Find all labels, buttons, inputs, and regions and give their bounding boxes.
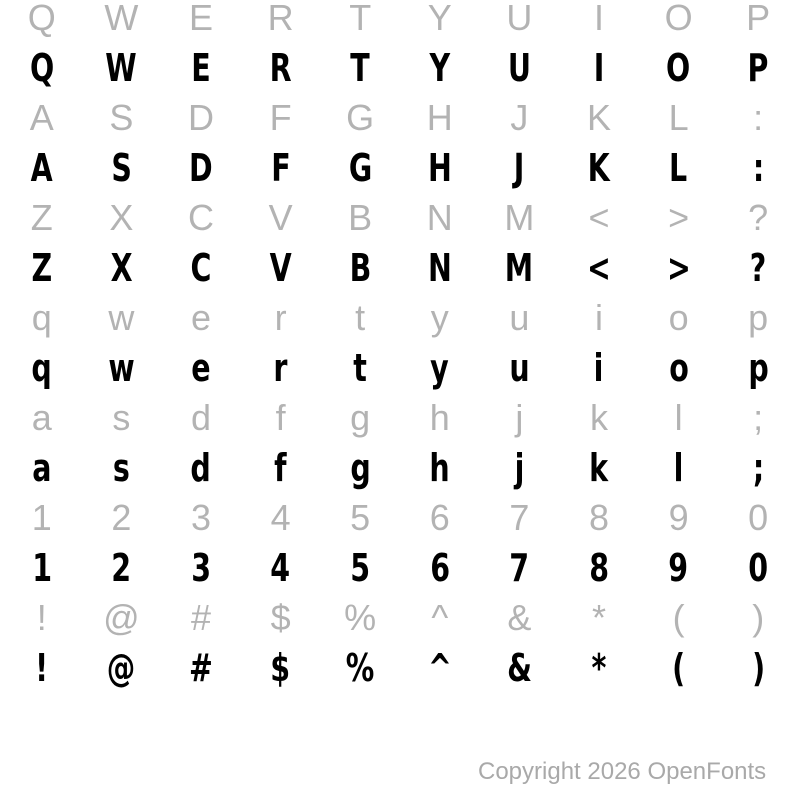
preview-glyph: A (30, 146, 53, 190)
reference-glyph: ) (752, 597, 765, 638)
preview-char-row (2, 543, 798, 593)
preview-glyph: V (269, 246, 292, 290)
reference-glyph: o (668, 297, 689, 338)
preview-glyph: K (587, 146, 611, 190)
preview-glyph: M (505, 246, 534, 290)
preview-glyph: 0 (748, 546, 769, 590)
reference-glyph: & (507, 597, 532, 638)
reference-char-row (2, 593, 798, 643)
preview-glyph: s (112, 446, 130, 490)
reference-glyph: ( (672, 597, 685, 638)
preview-glyph: q (31, 346, 52, 390)
reference-glyph: t (355, 297, 366, 338)
preview-glyph: I (593, 46, 605, 90)
reference-glyph: p (748, 297, 769, 338)
preview-glyph: O (666, 46, 691, 90)
reference-glyph: V (268, 197, 293, 238)
preview-glyph: ; (752, 446, 764, 490)
reference-glyph: I (593, 0, 604, 38)
reference-glyph: 5 (350, 497, 371, 538)
reference-glyph: 6 (429, 497, 450, 538)
preview-glyph: @ (107, 646, 136, 690)
reference-glyph: 2 (111, 497, 132, 538)
reference-glyph: 7 (509, 497, 530, 538)
preview-glyph: N (427, 246, 452, 290)
preview-glyph: e (191, 346, 211, 390)
reference-glyph: u (509, 297, 530, 338)
preview-glyph: 9 (668, 546, 689, 590)
preview-glyph: : (752, 146, 764, 190)
preview-glyph: U (507, 46, 531, 90)
reference-glyph: K (586, 97, 611, 138)
preview-glyph: ( (672, 646, 686, 690)
preview-glyph: T (350, 46, 370, 90)
preview-glyph: G (348, 146, 372, 190)
reference-char-row (2, 493, 798, 543)
reference-glyph: g (350, 397, 371, 438)
reference-glyph: # (190, 597, 211, 638)
reference-glyph: R (267, 0, 294, 38)
reference-glyph: B (348, 197, 373, 238)
reference-glyph: j (515, 397, 524, 438)
preview-glyph: P (747, 46, 769, 90)
preview-char-row (2, 343, 798, 393)
reference-glyph: w (108, 297, 135, 338)
reference-glyph: @ (103, 597, 140, 638)
preview-glyph: 4 (270, 546, 291, 590)
reference-glyph: J (510, 97, 529, 138)
preview-glyph: k (589, 446, 609, 490)
preview-glyph: D (189, 146, 213, 190)
reference-glyph: d (190, 397, 211, 438)
preview-glyph: * (591, 646, 607, 690)
preview-glyph: % (345, 646, 375, 690)
reference-glyph: 4 (270, 497, 291, 538)
reference-char-row (2, 193, 798, 243)
reference-glyph: 3 (190, 497, 211, 538)
preview-glyph: ^ (427, 646, 452, 690)
preview-glyph: F (270, 146, 291, 190)
preview-glyph: 1 (31, 546, 52, 590)
reference-glyph: D (187, 97, 214, 138)
preview-glyph: r (273, 346, 288, 390)
preview-glyph: E (191, 46, 211, 90)
reference-glyph: 8 (588, 497, 609, 538)
preview-glyph: R (269, 46, 292, 90)
reference-glyph: i (594, 297, 603, 338)
reference-glyph: f (275, 397, 286, 438)
preview-char-row (2, 243, 798, 293)
preview-glyph: & (506, 646, 532, 690)
reference-glyph: q (31, 297, 52, 338)
preview-glyph: 5 (350, 546, 371, 590)
preview-glyph: u (509, 346, 530, 390)
reference-glyph: % (344, 597, 377, 638)
preview-glyph: < (587, 246, 611, 290)
reference-glyph: U (506, 0, 533, 38)
reference-glyph: ^ (431, 597, 449, 638)
reference-glyph: r (274, 297, 287, 338)
preview-glyph: W (105, 46, 138, 90)
preview-glyph: ) (751, 646, 765, 690)
preview-glyph: S (111, 146, 132, 190)
preview-glyph: 7 (509, 546, 530, 590)
preview-glyph: 8 (589, 546, 609, 590)
preview-glyph: # (189, 646, 213, 690)
preview-glyph: h (429, 446, 450, 490)
preview-glyph: f (274, 446, 287, 490)
preview-glyph: i (594, 346, 604, 390)
reference-glyph: Y (427, 0, 452, 38)
reference-glyph: T (349, 0, 372, 38)
preview-glyph: J (514, 146, 525, 190)
preview-glyph: g (349, 446, 371, 490)
preview-glyph: y (430, 346, 450, 390)
reference-glyph: X (109, 197, 134, 238)
preview-glyph: Q (29, 46, 54, 90)
preview-char-row (2, 443, 798, 493)
preview-glyph: ! (35, 646, 49, 690)
preview-glyph: p (747, 346, 769, 390)
preview-glyph: 6 (429, 546, 450, 590)
preview-glyph: B (349, 246, 372, 290)
preview-glyph: > (666, 246, 691, 290)
preview-char-row (2, 143, 798, 193)
preview-glyph: ? (749, 246, 767, 290)
copyright-watermark: Copyright 2026 OpenFonts (478, 758, 767, 785)
preview-char-row (2, 643, 798, 693)
preview-glyph: 3 (191, 546, 211, 590)
preview-glyph: L (669, 146, 688, 190)
preview-glyph: C (190, 246, 212, 290)
reference-glyph: > (668, 197, 690, 238)
reference-glyph: ; (753, 397, 764, 438)
reference-glyph: y (430, 297, 449, 338)
reference-glyph: A (29, 97, 54, 138)
preview-glyph: d (190, 446, 212, 490)
reference-glyph: F (269, 97, 292, 138)
reference-glyph: P (746, 0, 771, 38)
reference-glyph: h (429, 397, 450, 438)
preview-glyph: Z (31, 246, 53, 290)
reference-glyph: ! (36, 597, 47, 638)
reference-glyph: 0 (748, 497, 769, 538)
reference-glyph: W (104, 0, 139, 38)
reference-glyph: s (112, 397, 131, 438)
reference-char-row (2, 0, 798, 43)
reference-glyph: L (668, 97, 689, 138)
preview-glyph: H (427, 146, 452, 190)
reference-char-row (2, 93, 798, 143)
reference-glyph: 9 (668, 497, 689, 538)
reference-glyph: k (589, 397, 608, 438)
reference-glyph: a (31, 397, 52, 438)
preview-char-row (2, 43, 798, 93)
preview-glyph: j (514, 446, 525, 490)
reference-glyph: E (188, 0, 213, 38)
preview-glyph: X (110, 246, 133, 290)
reference-glyph: 1 (31, 497, 52, 538)
preview-glyph: Y (429, 46, 451, 90)
reference-glyph: < (588, 197, 610, 238)
reference-glyph: O (664, 0, 693, 38)
reference-char-row (2, 393, 798, 443)
reference-glyph: H (426, 97, 453, 138)
reference-glyph: Q (27, 0, 56, 38)
reference-glyph: * (591, 597, 606, 638)
glyph-grid (2, 0, 798, 693)
reference-glyph: S (109, 97, 134, 138)
reference-glyph: $ (270, 597, 291, 638)
reference-glyph: l (674, 397, 683, 438)
reference-char-row (2, 293, 798, 343)
preview-glyph: t (353, 346, 367, 390)
preview-glyph: 2 (111, 546, 132, 590)
preview-glyph: l (673, 446, 684, 490)
preview-glyph: $ (270, 646, 291, 690)
reference-glyph: C (187, 197, 214, 238)
preview-glyph: w (108, 346, 135, 390)
reference-glyph: : (753, 97, 764, 138)
preview-glyph: o (668, 346, 689, 390)
reference-glyph: e (190, 297, 211, 338)
reference-glyph: ? (748, 197, 769, 238)
reference-glyph: N (426, 197, 453, 238)
reference-glyph: M (504, 197, 535, 238)
reference-glyph: G (346, 97, 375, 138)
reference-glyph: Z (30, 197, 53, 238)
preview-glyph: a (32, 446, 52, 490)
